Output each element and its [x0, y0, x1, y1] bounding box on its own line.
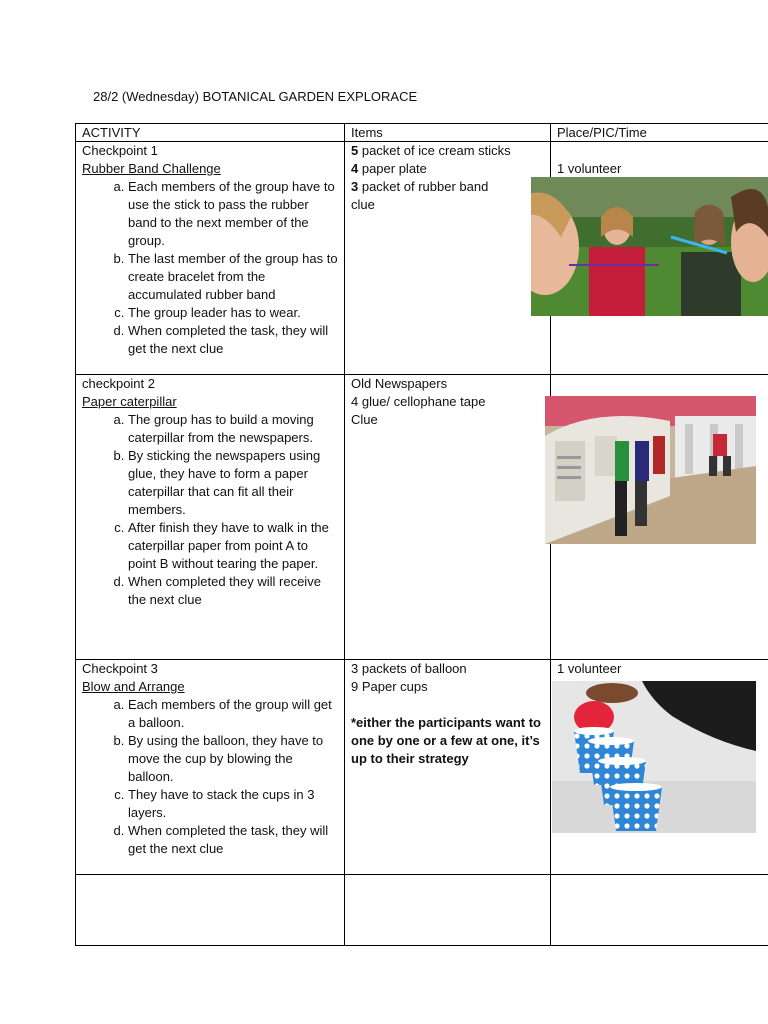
list-item: c. They have to stack the cups in 3 layers.	[128, 786, 338, 822]
activity-name: Blow and Arrange	[82, 679, 185, 694]
item-line: Clue	[351, 412, 378, 427]
list-item: d. When completed the task, they will get the next clue	[128, 322, 338, 358]
table-row	[76, 875, 768, 946]
list-item: b. By using the balloon, they have to move the cup by blowing the balloon.	[128, 732, 338, 786]
item-line: Old Newspapers	[351, 376, 448, 391]
empty-cell	[551, 875, 768, 946]
header-activity: ACTIVITY	[76, 124, 345, 142]
empty-cell	[345, 875, 551, 946]
volunteer-label: 1 volunteer	[557, 661, 622, 676]
steps-list	[82, 411, 338, 609]
item-line: 4 glue/ cellophane tape	[351, 394, 486, 409]
paper-caterpillar-photo	[545, 396, 756, 544]
list-item: b. The last member of the group has to create bracelet from the accumulated rubber band	[128, 250, 338, 304]
steps-list	[82, 696, 338, 858]
item-line: 4 paper plate	[351, 161, 427, 176]
list-item: a. The group has to build a moving caterpillar from the newspapers.	[128, 411, 338, 447]
activity-name: Rubber Band Challenge	[82, 161, 221, 176]
list-item: a. Each members of the group will get a balloon.	[128, 696, 338, 732]
header-items: Items	[345, 124, 551, 142]
header-place: Place/PIC/Time	[551, 124, 768, 142]
document-title: 28/2 (Wednesday) BOTANICAL GARDEN EXPLORACE	[93, 89, 418, 104]
rubber-band-photo	[531, 177, 768, 316]
checkpoint-label: Checkpoint 3	[82, 661, 158, 676]
activity-cell	[76, 660, 345, 875]
list-item: d. When completed they will receive the next clue	[128, 573, 338, 609]
items-cell	[345, 142, 551, 375]
list-item: b. By sticking the newspapers using glue, they have to form a paper caterpillar that can fit all their members.	[128, 447, 338, 519]
list-item: d. When completed the task, they will get the next clue	[128, 822, 338, 858]
item-line: 9 Paper cups	[351, 679, 428, 694]
strategy-note: *either the participants want to one by one or a few at one, it’s up to their strategy	[351, 715, 541, 766]
table-header-row	[76, 124, 768, 142]
item-line: 3 packet of rubber band	[351, 179, 489, 194]
checkpoint-label: checkpoint 2	[82, 376, 155, 391]
list-item: c. After finish they have to walk in the caterpillar paper from point A to point B without tearing the paper.	[128, 519, 338, 573]
balloon-cups-photo	[552, 681, 756, 833]
checkpoint-label: Checkpoint 1	[82, 143, 158, 158]
volunteer-label: 1 volunteer	[557, 161, 622, 176]
item-line: 5 packet of ice cream sticks	[351, 143, 511, 158]
empty-cell	[76, 875, 345, 946]
activity-name: Paper caterpillar	[82, 394, 177, 409]
list-item: a. Each members of the group have to use the stick to pass the rubber band to the next member of the group.	[128, 178, 338, 250]
activity-cell	[76, 375, 345, 660]
item-line: clue	[351, 197, 375, 212]
item-line: 3 packets of balloon	[351, 661, 467, 676]
steps-list	[82, 178, 338, 358]
items-cell	[345, 375, 551, 660]
activity-cell	[76, 142, 345, 375]
list-item: c. The group leader has to wear.	[128, 304, 338, 322]
items-cell	[345, 660, 551, 875]
